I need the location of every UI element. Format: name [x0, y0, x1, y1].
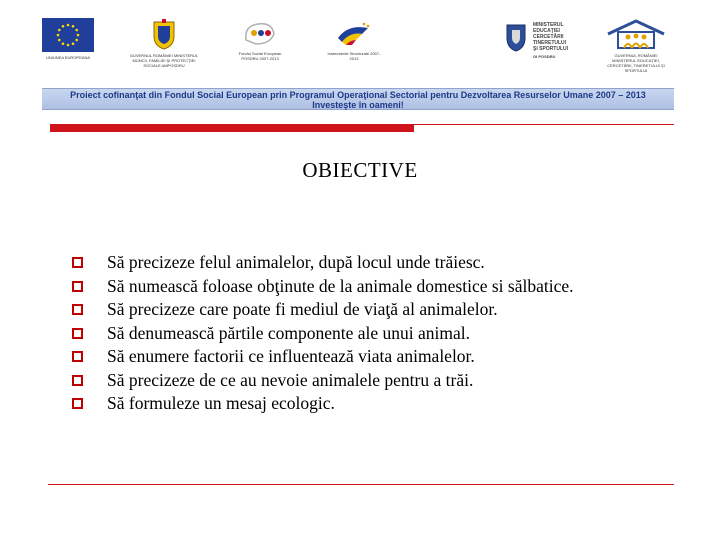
fse-caption: Fondul Social European POSDRU 2007-2013 [238, 51, 282, 61]
objective-text: Să numească foloase obţinute de la animale domestice si sălbatice. [107, 275, 574, 296]
checkbox-bullet-icon [72, 257, 83, 268]
list-item [72, 322, 574, 346]
coat-of-arms-icon [151, 18, 177, 50]
objective-text: Să formuleze un mesaj ecologic. [107, 393, 335, 414]
ministry-line-4: TINERETULUI [533, 40, 567, 46]
checkbox-bullet-icon [72, 351, 83, 362]
checkbox-bullet-icon [72, 328, 83, 339]
structural-instruments-icon [334, 18, 374, 48]
checkbox-bullet-icon [72, 304, 83, 315]
house-caption: GUVERNUL ROMÂNIEI MINISTERUL EDUCAŢIEI, CERCETĂRII, TINERETULUI ŞI SPORTULUI [607, 53, 665, 73]
checkbox-bullet-icon [72, 375, 83, 386]
list-item [72, 251, 574, 275]
red-accent-bar [50, 124, 414, 132]
list-item [72, 275, 574, 299]
ministry-logo [504, 22, 594, 60]
structural-instruments-logo [326, 18, 382, 61]
objective-text: Să enumere factorii ce influentează viata animalelor. [107, 346, 475, 367]
eu-caption: UNIUNEA EUROPEANA [45, 55, 90, 60]
structural-instruments-caption: Instrumente Structurale 2007-2013 [327, 51, 381, 61]
fse-logo [234, 18, 286, 61]
checkbox-bullet-icon [72, 398, 83, 409]
banner-line-2: Investeşte în oameni! [312, 100, 404, 110]
list-item [72, 345, 574, 369]
house-icon [604, 18, 668, 50]
ministry-crest-icon [504, 22, 528, 52]
list-item [72, 369, 574, 393]
bottom-divider-line [48, 484, 674, 485]
checkbox-bullet-icon [72, 281, 83, 292]
objective-text: Să precizeze care poate fi mediul de viaţă al animalelor. [107, 299, 498, 320]
eu-flag-icon [42, 18, 94, 52]
objective-text: Să precizeze de ce au nevoie animalele pentru a trăi. [107, 369, 474, 390]
government-caption: GUVERNUL ROMÂNIEI MINISTERUL MUNCII, FAMILIEI ŞI PROTECŢIEI SOCIALE AMPOSDRU [129, 53, 199, 68]
government-logo [128, 18, 200, 68]
ministry-line-2: EDUCAŢIEI [533, 28, 560, 34]
objectives-list [72, 251, 574, 416]
list-item [72, 392, 574, 416]
objective-text: Să precizeze felul animalelor, după locul unde trăiesc. [107, 252, 485, 273]
list-item [72, 298, 574, 322]
eu-logo [40, 18, 96, 60]
ministry-line-5: ŞI SPORTULUI [533, 46, 569, 52]
objective-text: Să denumească părtile componente ale unui animal. [107, 322, 470, 343]
ministry-caption: OI POSDRU [533, 54, 556, 59]
cofinancing-banner [42, 88, 674, 110]
banner-line-1: Proiect cofinanţat din Fondul Social European prin Programul Operaţional Sectorial pentru Dezvoltarea Resurselor Umane 2007 – 2013 [70, 90, 646, 100]
house-logo [602, 18, 670, 73]
fse-icon [240, 18, 280, 48]
top-divider-line [414, 124, 674, 125]
ministry-line-1: MINISTERUL [533, 22, 564, 28]
ministry-line-3: CERCETĂRII [533, 34, 564, 40]
page-title: OBIECTIVE [302, 158, 418, 182]
